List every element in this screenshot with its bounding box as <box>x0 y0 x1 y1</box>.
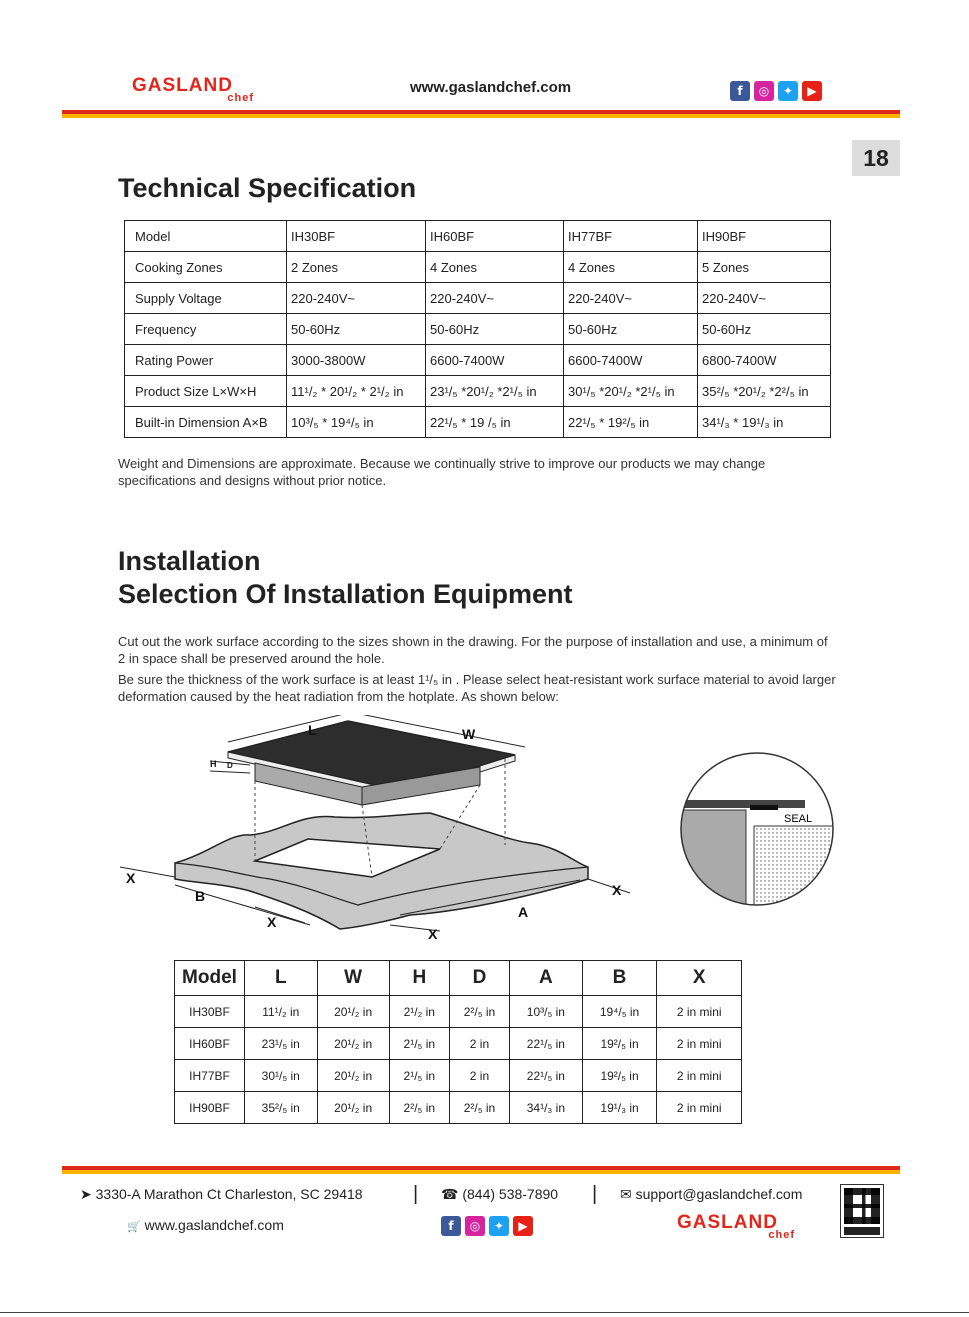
dim-cell: 20¹/₂ in <box>317 1060 389 1092</box>
dim-cell: 2¹/₂ in <box>389 996 449 1028</box>
dim-header-cell: L <box>245 961 318 996</box>
dim-cell: 2²/₅ in <box>449 1092 509 1124</box>
spec-cell: 35²/₅ *20¹/₂ *2²/₅ in <box>698 376 831 407</box>
header-social-icons <box>730 81 822 101</box>
dim-row <box>175 1060 742 1092</box>
dim-cell: 11¹/₂ in <box>245 996 318 1028</box>
spec-note: Weight and Dimensions are approximate. Because we continually strive to improve our products we may change specifications and designs without prior notice. <box>118 456 766 488</box>
facebook-icon[interactable]: f <box>730 81 750 101</box>
label-l: L <box>308 722 317 738</box>
dim-cell: 2 in <box>449 1060 509 1092</box>
dim-model-cell: IH30BF <box>175 996 245 1028</box>
dim-cell: 19⁴/₅ in <box>582 996 657 1028</box>
dim-cell: 2¹/₅ in <box>389 1060 449 1092</box>
install-text-thickness: Be sure the thickness of the work surface is at least 1¹/₅ in . Please select heat-resistant work surface material to avoid larger deformation caused by the heat radiation from the hotplate. As shown below: <box>118 672 836 704</box>
spec-cell: 50-60Hz <box>564 314 698 345</box>
dim-row <box>175 996 742 1028</box>
spec-cell: IH77BF <box>564 221 698 252</box>
spec-row <box>125 221 831 252</box>
footer-stripe <box>62 1166 900 1174</box>
label-x-front: X <box>267 914 277 930</box>
dim-cell: 19²/₅ in <box>582 1060 657 1092</box>
label-w: W <box>462 726 476 742</box>
dim-header-cell: A <box>510 961 583 996</box>
header-url[interactable]: www.gaslandchef.com <box>410 79 572 96</box>
spec-cell: 50-60Hz <box>426 314 564 345</box>
spec-cell: 22¹/₅ * 19 /₅ in <box>426 407 564 438</box>
footer-separator: | <box>413 1183 419 1205</box>
dimension-table <box>174 960 742 1124</box>
label-a: A <box>518 904 529 920</box>
dim-header-cell: H <box>389 961 449 996</box>
spec-cell: 11¹/₂ * 20¹/₂ * 2¹/₂ in <box>287 376 426 407</box>
spec-row-label: Rating Power <box>125 345 287 376</box>
dim-cell: 19¹/₃ in <box>582 1092 657 1124</box>
spec-row <box>125 376 831 407</box>
dim-header-cell: X <box>657 961 742 996</box>
dim-cell: 34¹/₃ in <box>510 1092 583 1124</box>
spec-cell: 2 Zones <box>287 252 426 283</box>
page-bottom-line <box>0 1312 969 1313</box>
qr-pattern <box>844 1188 880 1224</box>
spec-cell: IH30BF <box>287 221 426 252</box>
spec-table <box>124 220 831 438</box>
spec-cell: 220-240V~ <box>698 283 831 314</box>
spec-row <box>125 407 831 438</box>
spec-row-label: Cooking Zones <box>125 252 287 283</box>
twitter-icon[interactable]: ✦ <box>778 81 798 101</box>
dim-cell: 2 in mini <box>657 1060 742 1092</box>
install-text-cutout: Cut out the work surface according to the sizes shown in the drawing. For the purpose of installation and use, a minimum of 2 in space shall be preserved around the hole. <box>118 634 828 666</box>
dim-model-cell: IH60BF <box>175 1028 245 1060</box>
youtube-icon[interactable]: ▶ <box>513 1216 533 1236</box>
header-stripe <box>62 110 900 118</box>
spec-cell: 50-60Hz <box>698 314 831 345</box>
spec-row-label: Supply Voltage <box>125 283 287 314</box>
address-text: 3330-A Marathon Ct Charleston, SC 29418 <box>95 1186 363 1202</box>
dim-cell: 10³/₅ in <box>510 996 583 1028</box>
spec-cell: 6800-7400W <box>698 345 831 376</box>
spec-row <box>125 283 831 314</box>
spec-cell: 50-60Hz <box>287 314 426 345</box>
website-text[interactable]: www.gaslandchef.com <box>144 1217 284 1233</box>
logo-brand: GASLAND <box>132 75 233 96</box>
dim-model-cell: IH90BF <box>175 1092 245 1124</box>
dim-cell: 2 in mini <box>657 1028 742 1060</box>
seal-detail-diagram <box>680 752 835 907</box>
spec-cell: 34¹/₃ * 19¹/₃ in <box>698 407 831 438</box>
spec-row-label: Product Size L×W×H <box>125 376 287 407</box>
dim-cell: 2 in mini <box>657 1092 742 1124</box>
cart-icon: 🛒 <box>127 1221 141 1233</box>
location-icon: ➤ <box>80 1186 92 1202</box>
spec-cell: 6600-7400W <box>564 345 698 376</box>
email-icon: ✉ <box>620 1186 632 1202</box>
dim-header-cell: D <box>449 961 509 996</box>
spec-cell: IH60BF <box>426 221 564 252</box>
spec-cell: 220-240V~ <box>426 283 564 314</box>
twitter-icon[interactable]: ✦ <box>489 1216 509 1236</box>
dim-cell: 2¹/₅ in <box>389 1028 449 1060</box>
dim-cell: 35²/₅ in <box>245 1092 318 1124</box>
spec-cell: IH90BF <box>698 221 831 252</box>
spec-cell: 10³/₅ * 19⁴/₅ in <box>287 407 426 438</box>
dim-cell: 2²/₅ in <box>389 1092 449 1124</box>
spec-cell: 220-240V~ <box>287 283 426 314</box>
logo-brand: GASLAND <box>677 1212 778 1233</box>
logo-sub: chef <box>768 1229 795 1241</box>
footer-separator: | <box>592 1183 598 1205</box>
spec-cell: 30¹/₅ *20¹/₂ *2¹/₅ in <box>564 376 698 407</box>
dim-cell: 20¹/₂ in <box>317 1028 389 1060</box>
spec-row <box>125 314 831 345</box>
footer-email <box>620 1186 802 1203</box>
dim-cell: 22¹/₅ in <box>510 1060 583 1092</box>
qr-code[interactable] <box>840 1184 884 1238</box>
header-logo <box>132 76 254 104</box>
email-text[interactable]: support@gaslandchef.com <box>635 1186 803 1202</box>
logo-sub: chef <box>227 92 254 104</box>
installation-diagram <box>110 715 650 945</box>
youtube-icon[interactable]: ▶ <box>802 81 822 101</box>
spec-cell: 4 Zones <box>426 252 564 283</box>
footer-website <box>127 1217 284 1233</box>
spec-cell: 3000-3800W <box>287 345 426 376</box>
dim-model-cell: IH77BF <box>175 1060 245 1092</box>
spec-row-label: Frequency <box>125 314 287 345</box>
spec-cell: 5 Zones <box>698 252 831 283</box>
dim-header-cell: B <box>582 961 657 996</box>
label-d: D <box>227 761 233 770</box>
spec-cell: 4 Zones <box>564 252 698 283</box>
label-b: B <box>195 888 206 904</box>
selection-title: Selection Of Installation Equipment <box>118 579 573 609</box>
dim-cell: 23¹/₅ in <box>245 1028 318 1060</box>
dim-row <box>175 1092 742 1124</box>
installation-title: Installation <box>118 546 261 576</box>
dim-cell: 2²/₅ in <box>449 996 509 1028</box>
label-x-left: X <box>126 870 136 886</box>
spec-row <box>125 345 831 376</box>
qr-caption-bar <box>844 1227 880 1235</box>
page-number: 18 <box>852 140 900 176</box>
spec-title: Technical Specification <box>118 173 417 203</box>
label-x-bottom: X <box>428 926 438 942</box>
dim-header-cell: W <box>317 961 389 996</box>
spec-cell: 23¹/₅ *20¹/₂ *2¹/₅ in <box>426 376 564 407</box>
footer-address <box>80 1186 363 1203</box>
spec-row-label: Built-in Dimension A×B <box>125 407 287 438</box>
dim-header-cell: Model <box>175 961 245 996</box>
dim-cell: 2 in mini <box>657 996 742 1028</box>
phone-icon: ☎ <box>441 1186 459 1202</box>
spec-row-label: Model <box>125 221 287 252</box>
footer-phone <box>441 1186 558 1203</box>
spec-cell: 6600-7400W <box>426 345 564 376</box>
spec-row <box>125 252 831 283</box>
phone-text[interactable]: (844) 538-7890 <box>462 1186 559 1202</box>
dim-cell: 20¹/₂ in <box>317 1092 389 1124</box>
dim-row <box>175 1028 742 1060</box>
footer-social-icons <box>441 1216 533 1236</box>
spec-cell: 220-240V~ <box>564 283 698 314</box>
footer-logo <box>677 1213 795 1241</box>
instagram-icon[interactable]: ◎ <box>754 81 774 101</box>
dim-cell: 2 in <box>449 1028 509 1060</box>
label-x-right: X <box>612 882 622 898</box>
dim-cell: 30¹/₅ in <box>245 1060 318 1092</box>
label-h: H <box>210 759 217 769</box>
dim-cell: 19²/₅ in <box>582 1028 657 1060</box>
label-seal: SEAL <box>784 813 813 825</box>
dim-cell: 22¹/₅ in <box>510 1028 583 1060</box>
instagram-icon[interactable]: ◎ <box>465 1216 485 1236</box>
spec-cell: 22¹/₅ * 19²/₅ in <box>564 407 698 438</box>
facebook-icon[interactable]: f <box>441 1216 461 1236</box>
dim-cell: 20¹/₂ in <box>317 996 389 1028</box>
